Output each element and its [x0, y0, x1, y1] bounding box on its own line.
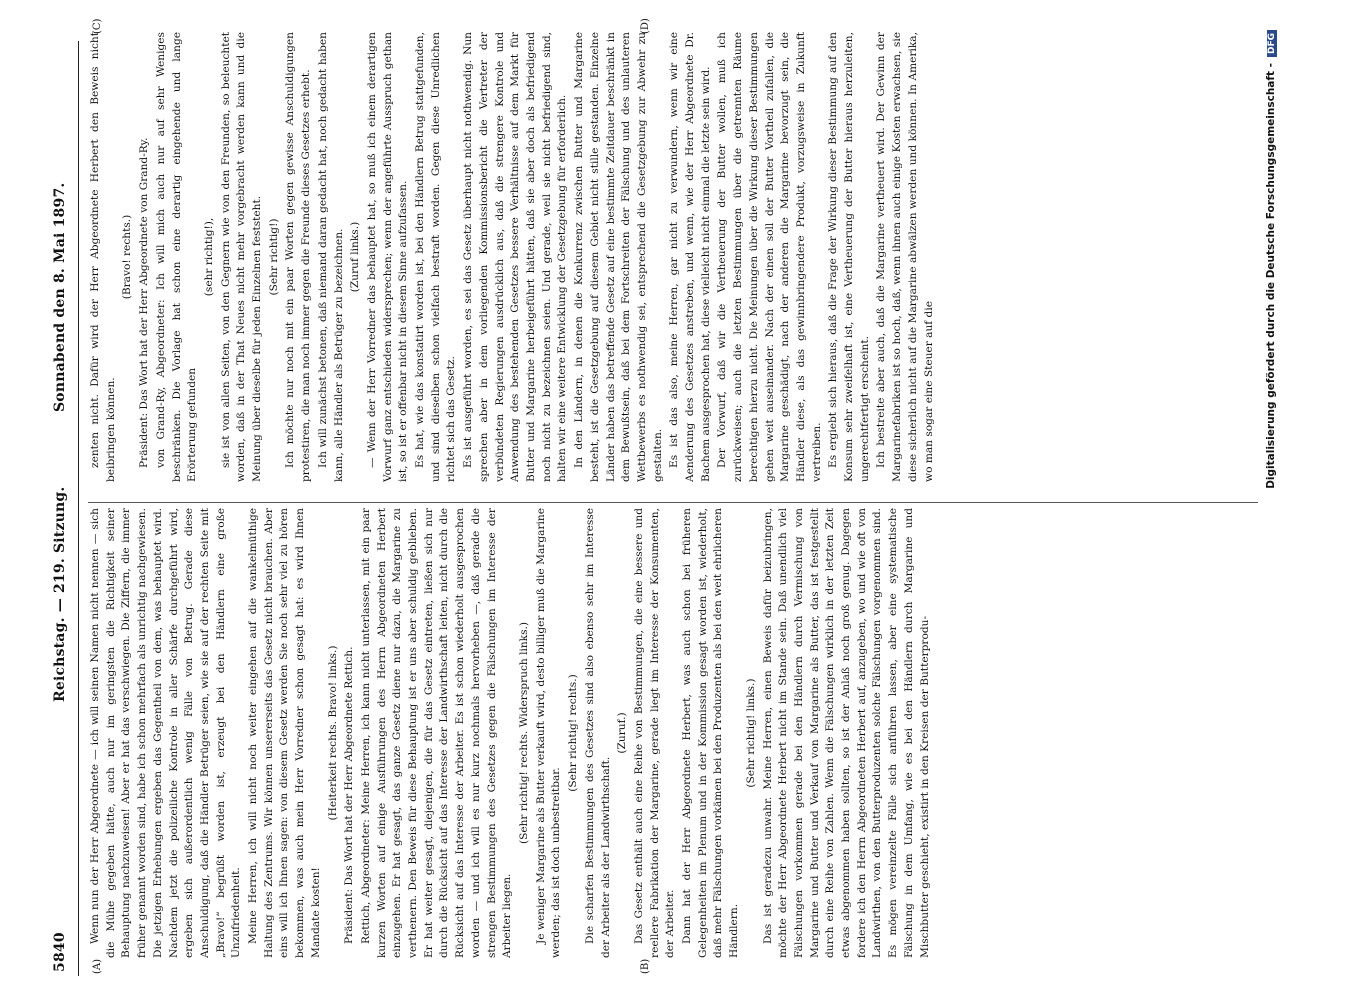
paragraph: Je weniger Margarine als Butter verkauft wird, desto billiger muß die Margarine werden; das ist doch unbestreitbar. [534, 508, 563, 958]
margin-mark-c: (C) [92, 18, 103, 34]
paragraph: — Wenn der Herr Vorredner das behauptet hat, so muß ich einem derartigen Vorwurf ganz entschieden widersprechen; wenn der angeführte Ausspruch gethan ist, so ist er offenbar nicht in diesem Sinne aufzufassen. [365, 32, 410, 482]
interjection: (Heiterkeit rechts. Bravo! links.) [326, 645, 339, 821]
funding-note: Digitalisierung gefördert durch die Deutsche Forschungsgemeinschaft - [1265, 63, 1277, 489]
paragraph: Das Gesetz enthält auch eine Reihe von Bestimmungen, die eine bessere und reellere Fabrikation der Margarine, gerade liegt im Interesse der Konsumenten, der Arbeiter. [632, 508, 677, 958]
paragraph: zenten nicht. Dafür wird der Herr Abgeordnete Herbert den Beweis nicht beibringen können. [89, 32, 117, 482]
margin-mark-b: (B) [640, 958, 651, 974]
paragraph: Ich bestreite aber auch, daß die Margarine vertheuert wird. Der Gewinn der Margarinefabriken ist so hoch, daß, wenn ihnen auch einige Kosten erwachsen, sie diese sicherlich nicht auf die Margarine abwälzen werden und können. In Amerika, wo man sogar eine Steuer auf die [875, 32, 935, 482]
funding-footer [1265, 30, 1277, 960]
running-head [52, 42, 74, 972]
interjection: (Bravo! rechts.) [121, 214, 134, 300]
paragraph: Wenn nun der Herr Abgeordnete — ich will seinen Namen nicht nennen — sich die Mühe gegeben hätte, auch nur im geringsten die Richtigkeit seiner Behauptung nachzuweisen! Aber er hat das verschwiegen. Die Ziffern, die immer früher genannt worden sind, habe ich schon mehrfach als unrichtig nachgewiesen. Die jetzigen Erhebungen ergeben das Gegentheil von dem, was behauptet wird. Nachdem jetzt die polizeiliche Kontrole in aller Schärfe durchgeführt wird, ergeben sich außerordentlich wenig Fälle von Betrug. Gerade diese Anschuldigung, daß die Händler Betrüger seien, wie sie auf der rechten Seite mit „Bravo!“ begrüßt worden ist, erzeugt bei den Händlern eine große Unzufriedenheit. [89, 508, 243, 958]
paragraph: Es ergiebt sich hieraus, daß die Frage der Wirkung dieser Bestimmung auf den Konsum sehr zweifelhaft ist, eine Vertheuerung der Butter hieraus herzuleiten, ungerechtfertigt erscheint. [827, 32, 871, 482]
paragraph: Das ist geradezu unwahr. Meine Herren, einen Beweis dafür beizubringen, möchte der Herr Abgeordnete Herbert nicht im Stande sein. Daß unendlich viel Fälschungen vorkommen gerade bei den Händlern durch Vermischung von Margarine und Butter und Verkauf von Margarine als Butter, das ist festgestellt durch eine Reihe von Zahlen. Wenn die Fälschungen wirklich in der letzten Zeit etwas abgenommen haben sollten, so ist der Anlaß noch groß genug. Dagegen fordere ich den Herrn Abgeordneten Herbert auf, anzugeben, wo und wie oft von Landwirthen, von den Butterproduzenten solche Fälschungen vorgenommen sind. Es mögen vereinzelte Fälle sich anführen lassen, aber eine systematische Fälschung in dem Umfang, wie es bei den Händlern durch Margarine und Mischbutter geschieht, existirt in den Kreisen der Butterprodu- [761, 508, 931, 958]
paragraph: Rettich, Abgeordneter: Meine Herren, ich kann nicht unterlassen, mit ein paar kurzen Worten auf einige Ausführungen des Herrn Abgeordneten Herbert einzugehen. Er hat gesagt, das ganze Gesetz diene nur dazu, die Margarine zu verthenern. Den Beweis für diese Behauptung ist er uns aber schuldig geblieben. Er hat weiter gesagt, diejenigen, die für das Gesetz eintreten, ließen sich nur durch die Rücksicht auf das Interesse der Landwirthschaft leiten, nicht durch die Rücksicht auf das Interesse der Arbeiter. Es ist schon wiederholt ausgesprochen worden — und ich will es nur kurz nochmals hervorheben —, daß gerade die strengen Bestimmungen des Gesetzes gegen die Fälschungen im Interesse der Arbeiter liegen. [359, 508, 514, 958]
page-number: 5840 [52, 932, 68, 972]
interjection: (sehr richtig!), [202, 217, 215, 297]
session-date: Sonnabend den 8. Mai 1897. [52, 182, 68, 412]
interjection: (Sehr richtig! rechts.) [567, 674, 580, 792]
paragraph: In den Ländern, in denen die Konkurrenz zwischen Butter und Margarine besteht, ist die Gesetzgebung auf diesem Gebiet nicht stille gestanden. Einzelne Länder haben das betreffende Gesetz auf eine bestimmte Zeitdauer beschränkt in dem Bewußtsein, daß bei dem Fortschreiten der Fälschung und des unlauteren Wettbewerbs es nothwendig sei, entsprechend die Gesetzgebung zur Abwehr zu gestalten. [573, 32, 664, 482]
paragraph: Der Vorwurf, daß wir die Vertheuerung der Butter wollen, muß ich zurückweisen; auch die letzten Bestimmungen über die getrennten Räume berechtigen hierzu nicht. Die Meinungen über die Wirkung dieser Bestimmungen gehen weit auseinander. Nach der einen soll der Butter Vortheil zufallen, die Margarine geschädigt, nach der anderen die Margarine bevorzugt sein, die Händler diese, als das gewinnbringendere Produkt, vorzugsweise in Zukunft vertreiben. [716, 32, 823, 482]
column-separator [88, 502, 1258, 503]
interjection: (Sehr richtig! rechts. Widerspruch links.) [517, 621, 530, 845]
margin-mark-d: (D) [640, 18, 651, 34]
right-column [88, 32, 1248, 482]
interjection: (Zuruf links.) [349, 221, 362, 293]
paragraph: sie ist von allen Seiten, von den Gegnern wie von den Freunden, so beleuchtet worden, daß in der That Neues nicht mehr vorgebracht werden kann und die Meinung über dieselbe für jeden Einzelnen feststeht. [219, 32, 264, 482]
dfg-logo: DFG [1267, 30, 1277, 57]
margin-mark-a: (A) [92, 958, 103, 974]
paragraph: von Grand-Ry, Abgeordneter: Ich will mich auch nur auf sehr Weniges beschränken. Die Vorlage hat schon eine derartig eingehende und lange Erörterung gefunden [154, 32, 199, 482]
left-column [88, 508, 1248, 958]
paragraph: Die scharfen Bestimmungen des Gesetzes sind also ebenso sehr im Interesse der Arbeiter als der Landwirthschaft. [583, 508, 612, 958]
paragraph: Dann hat der Herr Abgeordnete Herbert, was auch schon bei früheren Gelegenheiten im Plenum und in der Kommission gesagt worden ist, wiederholt, daß mehr Fälschungen vorkämen bei den Produzenten als bei den weit ehrlicheren Händlern. [681, 508, 741, 958]
paragraph: Es hat, wie das konstatirt worden ist, bei den Händlern Betrug stattgefunden, und sind dieselben schon vielfach bestraft worden. Gegen diese Unredlichen richtet sich das Gesetz. [414, 32, 458, 482]
session-title: Reichstag. — 219. Sitzung. [52, 486, 68, 702]
paragraph: Präsident: Das Wort hat der Herr Abgeordnete Rettich. [343, 646, 356, 944]
header-rule [78, 41, 79, 976]
paragraph: Ich möchte nur noch mit ein paar Worten gegen gewisse Anschuldigungen protestiren, die man noch immer gegen die Freunde dieses Gesetzes erhebt. [284, 32, 313, 482]
paragraph: Präsident: Das Wort hat der Herr Abgeordnete von Grand-Ry. [138, 137, 151, 468]
paragraph: Meine Herren, ich will nicht noch weiter eingehen auf die wankelmüthige Haltung des Zentrums. Wir können unsererseits das Gesetz nicht brauchen. Aber eins will ich Ihnen sagen: von diesem Gesetz werden Sie noch sehr viel zu hören bekommen, was auch mein Herr Vorredner schon gesagt hat: es wird Ihnen Mandate kosten! [247, 508, 322, 958]
interjection: (Zuruf.) [616, 712, 629, 754]
paragraph: Es ist das also, meine Herren, gar nicht zu verwundern, wenn wir eine Aenderung des Gesetzes anstreben, und wenn, wie der Herr Abgeordnete Dr. Bachem ausgesprochen hat, diese vielleicht nicht einmal die letzte sein wird. [668, 32, 712, 482]
interjection: (Sehr richtig!) [267, 218, 280, 296]
paragraph: Es ist ausgeführt worden, es sei das Gesetz überhaupt nicht nothwendig. Nun sprechen aber in dem vorliegenden Kommissionsbericht die Vertreter der verbündeten Regierungen ausdrücklich aus, daß die strengere Kontrole und Anwendung des bestehenden Gesetzes bessere Verhältnisse auf dem Markt für Butter und Margarine herbeigeführt hätten, daß sie aber doch als befriedigend noch nicht zu bezeichnen seien. Und gerade, weil sie nicht befriedigend sind, halten wir eine weitere Entwicklung der Gesetzgebung für erforderlich. [462, 32, 569, 482]
interjection: (Sehr richtig! links.) [744, 678, 757, 788]
paragraph: Ich will zunächst betonen, daß niemand daran gedacht hat, noch gedacht haben kann, alle Händler als Betrüger zu bezeichnen. [316, 32, 345, 482]
